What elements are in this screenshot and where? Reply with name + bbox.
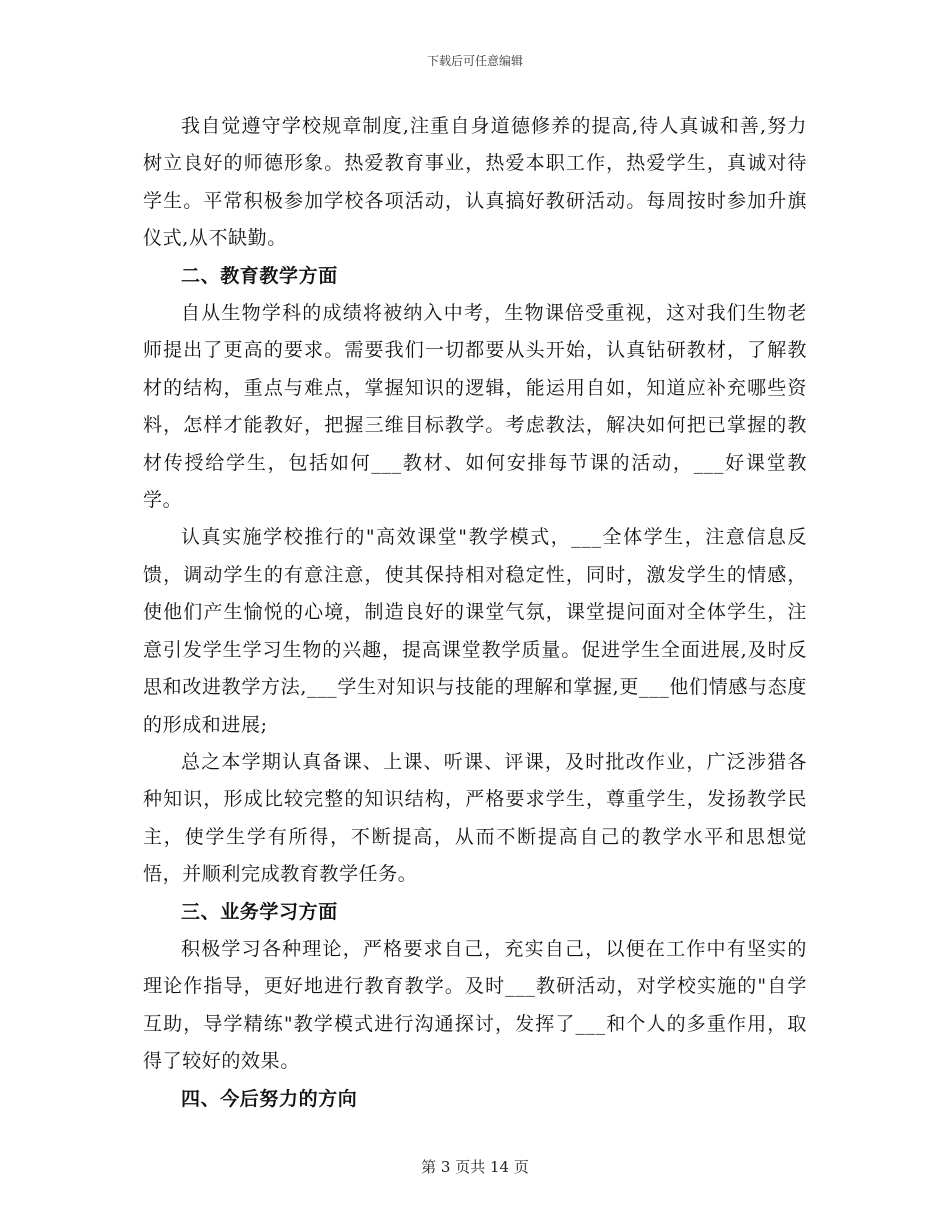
document-body [143,108,807,1118]
section-heading-study: 三、业务学习方面 [181,900,338,923]
paragraph-efficient-classroom: 认真实施学校推行的"高效课堂"教学模式，___全体学生，注意信息反馈，调动学生的有意注意，使其保持相对稳定性，同时，激发学生的情感，使他们产生愉悦的心境，制造良好的课堂气氛，课堂提问面对全体学生，注意引发学生学习生物的兴趣，提高课堂教学质量。促进学生全面进展,及时反思和改进教学方法,___学生对知识与技能的理解和掌握,更___他们情感与态度的形成和进展; [143,526,807,736]
page-footer: 第 3 页共 14 页 [421,1158,529,1176]
section-heading-future: 四、今后努力的方向 [181,1087,358,1110]
page-header: 下载后可任意编辑 [426,54,523,68]
paragraph-conduct: 我自觉遵守学校规章制度,注重自身道德修养的提高,待人真诚和善,努力树立良好的师德形象。热爱教育事业，热爱本职工作，热爱学生，真诚对待学生。平常积极参加学校各项活动，认真搞好教研活动。每周按时参加升旗仪式,从不缺勤。 [143,115,807,250]
paragraph-teaching-requirements: 自从生物学科的成绩将被纳入中考，生物课倍受重视，这对我们生物老师提出了更高的要求。需要我们一切都要从头开始，认真钻研教材，了解教材的结构，重点与难点，掌握知识的逻辑，能运用自如，知道应补充哪些资料，怎样才能教好，把握三维目标教学。考虑教法，解决如何把已掌握的教材传授给学生，包括如何___教材、如何安排每节课的活动，___好课堂教学。 [143,302,807,512]
section-heading-teaching: 二、教育教学方面 [181,264,338,287]
paragraph-study: 积极学习各种理论，严格要求自己，充实自己，以便在工作中有坚实的理论作指导，更好地进行教育教学。及时___教研活动，对学校实施的"自学互助，导学精练"教学模式进行沟通探讨，发挥了___和个人的多重作用，取得了较好的效果。 [143,937,807,1073]
paragraph-summary: 总之本学期认真备课、上课、听课、评课，及时批改作业，广泛涉猎各种知识，形成比较完整的知识结构，严格要求学生，尊重学生，发扬教学民主，使学生学有所得，不断提高，从而不断提高自己的教学水平和思想觉悟，并顺利完成教育教学任务。 [143,750,807,886]
